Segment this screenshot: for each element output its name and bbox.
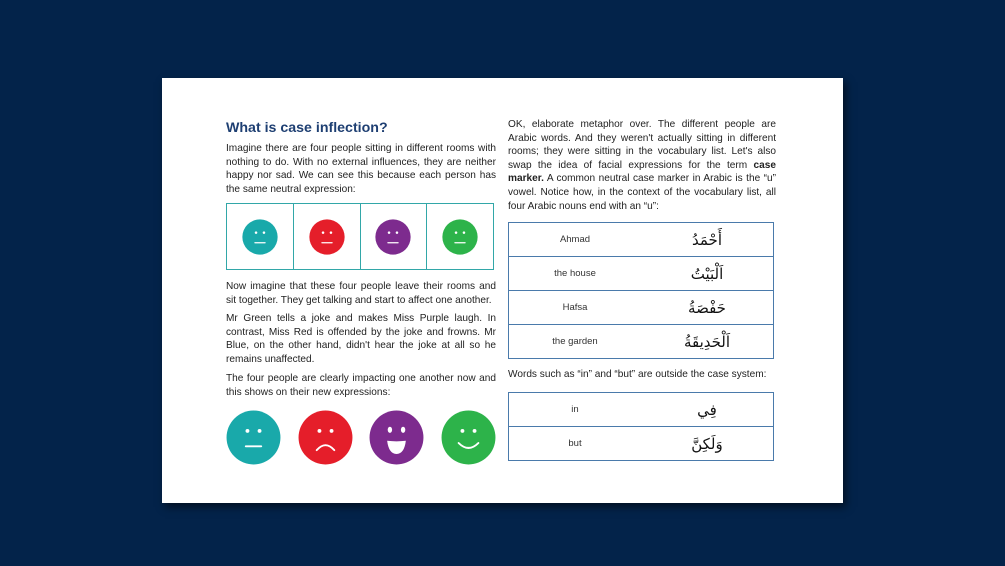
intro-paragraph: Imagine there are four people sitting in different rooms with nothing to do. With no external influences, they are neither happy nor sad. We can see this because each person has the same neutral expression: (226, 143, 496, 195)
document-page (162, 78, 843, 503)
paragraph-together: Now imagine that these four people leave their rooms and sit together. They get talking and start to affect one another. (226, 281, 496, 306)
neutral-face-icon (442, 219, 478, 255)
table-row (509, 223, 774, 257)
face-cell (227, 204, 294, 269)
particles-table (508, 392, 774, 461)
arabic-word: فِي (697, 400, 717, 419)
english-word: Hafsa (509, 291, 642, 325)
arabic-word: وَلَكِنَّ (641, 427, 774, 461)
metaphor-paragraph (508, 118, 776, 213)
table-row (509, 325, 774, 359)
face-cell (294, 204, 361, 269)
case-marker-term: case marker. (508, 159, 776, 185)
smile-face-icon (441, 410, 496, 465)
frown-face-icon (298, 410, 353, 465)
arabic-word: اَلْبَيْتُ (641, 257, 774, 291)
arabic-word: اَلْحَدِيقَةُ (641, 325, 774, 359)
table-row (509, 393, 774, 427)
english-word: the garden (509, 325, 642, 359)
neutral-face-icon (375, 219, 411, 255)
arabic-word: حَفْصَةُ (641, 291, 774, 325)
english-word: the house (509, 257, 642, 291)
face-cell (361, 204, 428, 269)
new-faces-row (226, 410, 496, 466)
neutral-face-icon (242, 219, 278, 255)
paragraph-impact: The four people are clearly impacting one another now and this shows on their new expressions: (226, 373, 496, 398)
paragraph-joke: Mr Green tells a joke and makes Miss Purple laugh. In contrast, Miss Red is offended by the joke and frowns. Mr Blue, on the other hand, didn't hear the joke at all so he remains unaffected. (226, 313, 496, 365)
neutral-face-icon (309, 219, 345, 255)
english-word: in (571, 404, 579, 415)
neutral-face-icon (226, 410, 281, 465)
laugh-face-icon (369, 410, 424, 465)
metaphor-text-end: A common neutral case marker in Arabic is the “u” vowel. Notice how, in the context of the vocabulary list, all four Arabic nouns end with an “u”: (508, 173, 776, 212)
table-row (509, 257, 774, 291)
table-row (509, 427, 774, 461)
metaphor-text: OK, elaborate metaphor over. The different people are Arabic words. And they weren't actually sitting in different rooms; they were sitting in the vocabulary list. Let's also swap the idea of facial expressions for the term (508, 119, 776, 171)
english-word: but (509, 427, 642, 461)
neutral-faces-box (226, 203, 494, 270)
particles-paragraph: Words such as “in” and “but” are outside the case system: (508, 369, 767, 380)
table-row (509, 291, 774, 325)
face-cell (427, 204, 493, 269)
english-word: Ahmad (559, 234, 591, 245)
section-heading: What is case inflection? (226, 120, 388, 136)
vocabulary-table (508, 222, 774, 359)
arabic-word: أَحْمَدُ (692, 230, 722, 249)
